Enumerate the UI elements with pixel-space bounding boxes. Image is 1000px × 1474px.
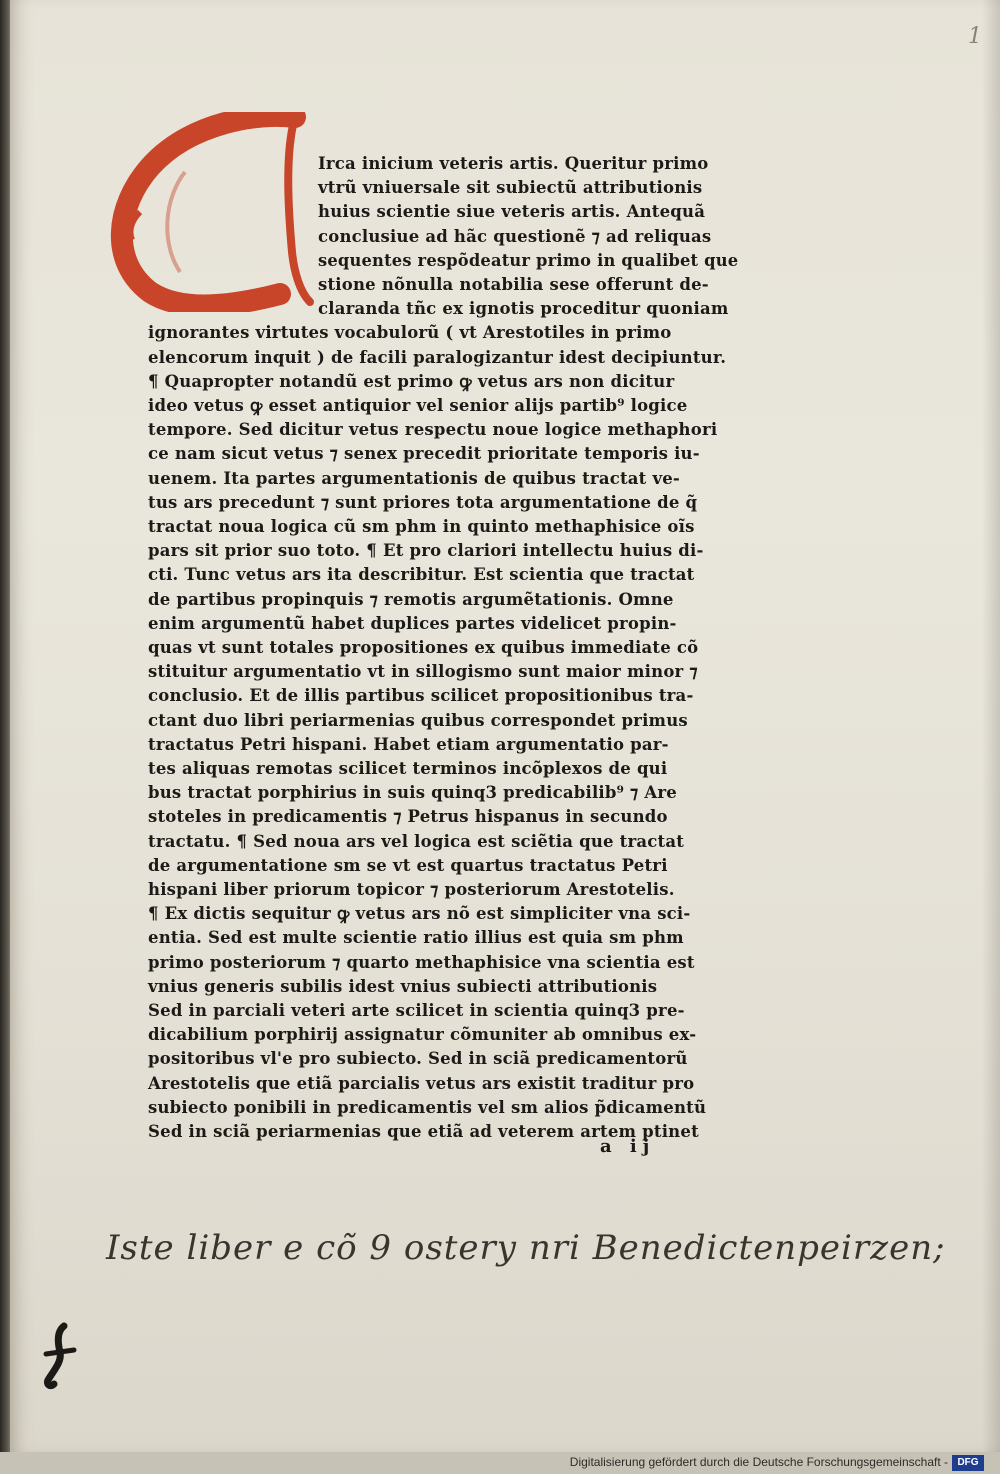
text-line: Sed in parciali veteri arte scilicet in scientia quinq3 pre- bbox=[148, 1001, 685, 1020]
text-line: ¶ Quapropter notandũ est primo ꝙ vetus ars non dicitur bbox=[148, 371, 675, 391]
initial-letter-text: C bbox=[210, 241, 212, 243]
folio-number: 1 bbox=[968, 24, 982, 49]
text-line: quas vt sunt totales propositiones ex quibus immediate cõ bbox=[148, 638, 699, 657]
text-line: de argumentatione sm se vt est quartus tractatus Petri bbox=[148, 855, 668, 875]
text-line: stoteles in predicamentis ⁊ Petrus hispanus in secundo bbox=[148, 807, 668, 827]
text-line: tempore. Sed dicitur vetus respectu noue logice methaphori bbox=[148, 420, 718, 440]
text-line: tes aliquas remotas scilicet terminos incõplexos de qui bbox=[148, 759, 668, 778]
text-line: stione nõnulla notabilia sese offerunt de- bbox=[318, 275, 709, 294]
text-line: hispani liber priorum topicor ⁊ posteriorum Arestotelis. bbox=[148, 880, 675, 899]
shelfmark-glyph bbox=[40, 1322, 80, 1392]
shelfmark-text: f bbox=[40, 1322, 41, 1323]
text-line: Arestotelis que etiã parcialis vetus ars existit traditur pro bbox=[148, 1073, 695, 1093]
text-line: ctant duo libri periarmenias quibus correspondet primus bbox=[148, 710, 688, 730]
text-line: positoribus vl'e pro subiecto. Sed in sciã predicamentorũ bbox=[148, 1049, 688, 1069]
text-line: tractat noua logica cũ sm phm in quinto methaphisice oĩs bbox=[148, 517, 695, 536]
text-line: huius scientie siue veteris artis. Antequã bbox=[318, 202, 706, 222]
text-line: ce nam sicut vetus ⁊ senex precedit prioritate temporis iu- bbox=[148, 444, 700, 464]
text-line: pars sit prior suo toto. ¶ Et pro clariori intellectu huius di- bbox=[148, 541, 704, 561]
text-line: de partibus propinquis ⁊ remotis argumẽtationis. Omne bbox=[148, 589, 674, 609]
text-line: uenem. Ita partes argumentationis de quibus tractat ve- bbox=[148, 468, 680, 488]
text-line: subiecto ponibili in predicamentis vel sm alios p̃dicamentũ bbox=[148, 1097, 707, 1117]
footer-bar bbox=[0, 1452, 1000, 1474]
text-line: ideo vetus ꝙ esset antiquior vel senior alijs partib⁹ logice bbox=[148, 396, 688, 415]
text-line: tractatus Petri hispani. Habet etiam argumentatio par- bbox=[148, 734, 669, 754]
text-line: cti. Tunc vetus ars ita describitur. Est scientia que tractat bbox=[148, 565, 695, 585]
text-line: elencorum inquit ) de facili paralogizantur idest decipiuntur. bbox=[148, 347, 727, 367]
text-line: Sed in sciã periarmenias que etiã ad veterem artem ptinet bbox=[148, 1122, 699, 1141]
text-line: tractatu. ¶ Sed noua ars vel logica est sciẽtia que tractat bbox=[148, 831, 685, 851]
manuscript-page bbox=[10, 0, 1000, 1452]
signature-mark: a ij bbox=[600, 1136, 656, 1157]
text-line: vtrũ vniuersale sit subiectũ attributionis bbox=[318, 178, 703, 198]
text-line: claranda tñc ex ignotis proceditur quoniam bbox=[318, 299, 729, 319]
text-line: Irca inicium veteris artis. Queritur primo bbox=[318, 154, 709, 173]
text-line: dicabilium porphirij assignatur cõmuniter ab omnibus ex- bbox=[148, 1025, 697, 1045]
red-initial-letter bbox=[110, 112, 320, 312]
dfg-credit: Digitalisierung gefördert durch die Deutsche Forschungsgemeinschaft - bbox=[569, 1455, 948, 1469]
text-line: sequentes respõdeatur primo in qualibet que bbox=[318, 250, 739, 270]
text-line: enim argumentũ habet duplices partes videlicet propin- bbox=[148, 613, 677, 633]
text-line: entia. Sed est multe scientie ratio illius est quia sm phm bbox=[148, 928, 684, 948]
text-line: primo posteriorum ⁊ quarto methaphisice vna scientia est bbox=[148, 952, 695, 972]
text-line: ignorantes virtutes vocabulorũ ( vt Arestotiles in primo bbox=[148, 323, 672, 343]
text-line: conclusiue ad hãc questionẽ ⁊ ad reliquas bbox=[318, 226, 712, 246]
text-line: tus ars precedunt ⁊ sunt priores tota argumentatione de q̃ bbox=[148, 492, 698, 512]
text-line: stituitur argumentatio vt in sillogismo sunt maior minor ⁊ bbox=[148, 662, 698, 682]
text-line: ¶ Ex dictis sequitur ꝙ vetus ars nõ est simpliciter vna sci- bbox=[148, 904, 691, 924]
dfg-logo: DFG bbox=[952, 1455, 984, 1471]
text-line: bus tractat porphirius in suis quinq3 predicabilib⁹ ⁊ Are bbox=[148, 783, 677, 803]
text-line: vnius generis subilis idest vnius subiecti attributionis bbox=[148, 976, 658, 996]
ownership-inscription: Iste liber e cõ 9 ostery nri Benedictenpeirzen; bbox=[106, 1228, 946, 1268]
text-line: conclusio. Et de illis partibus scilicet propositionibus tra- bbox=[148, 686, 694, 706]
